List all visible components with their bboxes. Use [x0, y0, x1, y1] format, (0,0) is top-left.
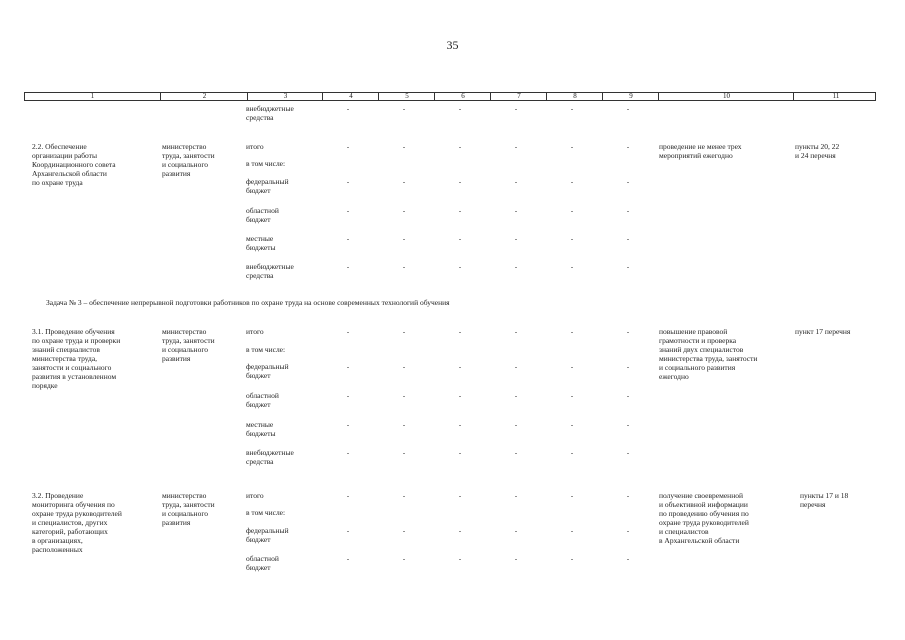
- amount-cell-empty: -: [458, 104, 462, 113]
- amount-cell-empty: -: [626, 362, 630, 371]
- amount-cell-empty: -: [514, 177, 518, 186]
- funding-source-label: федеральный: [246, 177, 289, 186]
- amount-cell-empty: -: [402, 327, 406, 336]
- measure-name: Координационного совета: [32, 160, 116, 169]
- amount-cell-empty: -: [514, 362, 518, 371]
- amount-cell-empty: -: [514, 391, 518, 400]
- funding-source-label: местные: [246, 234, 274, 243]
- amount-cell-empty: -: [570, 104, 574, 113]
- expected-result: проведение не менее трех: [659, 142, 742, 151]
- measure-name: охране труда руководителей: [32, 509, 122, 518]
- amount-cell-empty: -: [514, 491, 518, 500]
- amount-cell-empty: -: [458, 177, 462, 186]
- amount-cell-empty: -: [514, 142, 518, 151]
- amount-cell-empty: -: [570, 327, 574, 336]
- funding-source-label: бюджет: [246, 371, 271, 380]
- amount-cell-empty: -: [458, 362, 462, 371]
- amount-cell-empty: -: [514, 262, 518, 271]
- amount-cell-empty: -: [570, 420, 574, 429]
- responsible-executor: и социального: [162, 345, 208, 354]
- funding-source-label: бюджеты: [246, 429, 276, 438]
- amount-cell-empty: -: [626, 142, 630, 151]
- amount-cell-empty: -: [626, 327, 630, 336]
- responsible-executor: труда, занятости: [162, 336, 215, 345]
- expected-result: охране труда руководителей: [659, 518, 749, 527]
- amount-cell-empty: -: [570, 448, 574, 457]
- measure-name: 3.1. Проведение обучения: [32, 327, 115, 336]
- amount-cell-empty: -: [514, 526, 518, 535]
- measure-name: Архангельской области: [32, 169, 107, 178]
- funding-source-label: местные: [246, 420, 274, 429]
- expected-result: и социального развития: [659, 363, 736, 372]
- expected-result: повышение правовой: [659, 327, 728, 336]
- amount-cell-empty: -: [570, 234, 574, 243]
- funding-source-label: внебюджетные: [246, 262, 294, 271]
- checklist-reference: перечня: [800, 500, 826, 509]
- measure-name: по охране труда и проверки: [32, 336, 121, 345]
- funding-source-label: средства: [246, 457, 274, 466]
- amount-cell-empty: -: [626, 206, 630, 215]
- measure-name: 3.2. Проведение: [32, 491, 84, 500]
- amount-cell-empty: -: [570, 362, 574, 371]
- amount-cell-empty: -: [402, 491, 406, 500]
- column-header-8: 8: [546, 93, 603, 100]
- responsible-executor: министерство: [162, 327, 207, 336]
- funding-source-label: средства: [246, 113, 274, 122]
- amount-cell-empty: -: [514, 206, 518, 215]
- amount-cell-empty: -: [626, 234, 630, 243]
- amount-cell-empty: -: [346, 362, 350, 371]
- responsible-executor: министерство: [162, 491, 207, 500]
- expected-result: ежегодно: [659, 372, 689, 381]
- measure-name: 2.2. Обеспечение: [32, 142, 87, 151]
- amount-cell-empty: -: [346, 491, 350, 500]
- responsible-executor: и социального: [162, 509, 208, 518]
- responsible-executor: развития: [162, 354, 191, 363]
- page-number: 35: [446, 38, 459, 52]
- funding-source-label: внебюджетные: [246, 104, 294, 113]
- amount-cell-empty: -: [626, 448, 630, 457]
- amount-cell-empty: -: [458, 262, 462, 271]
- amount-cell-empty: -: [402, 362, 406, 371]
- amount-cell-empty: -: [458, 554, 462, 563]
- amount-cell-empty: -: [626, 491, 630, 500]
- amount-cell-empty: -: [458, 206, 462, 215]
- amount-cell-empty: -: [346, 327, 350, 336]
- funding-source-label: в том числе:: [246, 508, 286, 517]
- amount-cell-empty: -: [458, 448, 462, 457]
- column-header-10: 10: [658, 93, 794, 100]
- amount-cell-empty: -: [458, 142, 462, 151]
- measure-name: знаний специалистов: [32, 345, 100, 354]
- amount-cell-empty: -: [346, 104, 350, 113]
- amount-cell-empty: -: [458, 234, 462, 243]
- responsible-executor: развития: [162, 169, 191, 178]
- expected-result: грамотности и проверка: [659, 336, 737, 345]
- amount-cell-empty: -: [514, 420, 518, 429]
- amount-cell-empty: -: [570, 491, 574, 500]
- responsible-executor: труда, занятости: [162, 500, 215, 509]
- funding-source-label: федеральный: [246, 526, 289, 535]
- amount-cell-empty: -: [570, 526, 574, 535]
- measure-name: порядке: [32, 381, 58, 390]
- column-header-6: 6: [434, 93, 491, 100]
- amount-cell-empty: -: [346, 391, 350, 400]
- amount-cell-empty: -: [570, 142, 574, 151]
- amount-cell-empty: -: [458, 327, 462, 336]
- amount-cell-empty: -: [458, 420, 462, 429]
- amount-cell-empty: -: [626, 262, 630, 271]
- measure-name: развития в установленном: [32, 372, 117, 381]
- funding-source-label: федеральный: [246, 362, 289, 371]
- amount-cell-empty: -: [570, 206, 574, 215]
- expected-result: и специалистов: [659, 527, 709, 536]
- amount-cell-empty: -: [402, 526, 406, 535]
- amount-cell-empty: -: [346, 206, 350, 215]
- expected-result: и объективной информации: [659, 500, 748, 509]
- amount-cell-empty: -: [458, 391, 462, 400]
- funding-source-label: внебюджетные: [246, 448, 294, 457]
- amount-cell-empty: -: [514, 554, 518, 563]
- amount-cell-empty: -: [402, 234, 406, 243]
- amount-cell-empty: -: [402, 177, 406, 186]
- responsible-executor: и социального: [162, 160, 208, 169]
- amount-cell-empty: -: [514, 234, 518, 243]
- amount-cell-empty: -: [402, 206, 406, 215]
- checklist-reference: пункты 20, 22: [795, 142, 840, 151]
- amount-cell-empty: -: [402, 104, 406, 113]
- amount-cell-empty: -: [346, 448, 350, 457]
- funding-source-label: областной: [246, 391, 279, 400]
- checklist-reference: пункт 17 перечня: [795, 327, 851, 336]
- column-header-3: 3: [247, 93, 323, 100]
- measure-name: по охране труда: [32, 178, 83, 187]
- amount-cell-empty: -: [402, 262, 406, 271]
- amount-cell-empty: -: [570, 177, 574, 186]
- amount-cell-empty: -: [402, 554, 406, 563]
- amount-cell-empty: -: [626, 554, 630, 563]
- column-header-11: 11: [793, 93, 878, 100]
- amount-cell-empty: -: [402, 448, 406, 457]
- amount-cell-empty: -: [346, 554, 350, 563]
- column-header-2: 2: [160, 93, 248, 100]
- amount-cell-empty: -: [514, 104, 518, 113]
- expected-result: по проведению обучения по: [659, 509, 749, 518]
- funding-source-label: бюджет: [246, 186, 271, 195]
- funding-source-label: бюджет: [246, 215, 271, 224]
- expected-result: в Архангельской области: [659, 536, 740, 545]
- funding-source-label: областной: [246, 554, 279, 563]
- checklist-reference: пункты 17 и 18: [800, 491, 849, 500]
- measure-name: мониторинга обучения по: [32, 500, 115, 509]
- funding-source-label: бюджеты: [246, 243, 276, 252]
- task-3-heading: Задача № 3 – обеспечение непрерывной подготовки работников по охране труда на основе современных технологий обучения: [46, 298, 450, 307]
- column-header-5: 5: [378, 93, 435, 100]
- measure-name: занятости и социального: [32, 363, 112, 372]
- measure-name: в организациях,: [32, 536, 83, 545]
- amount-cell-empty: -: [626, 420, 630, 429]
- checklist-reference: и 24 перечня: [795, 151, 836, 160]
- measure-name: категорий, работающих: [32, 527, 108, 536]
- table-column-header-row: [24, 92, 876, 101]
- amount-cell-empty: -: [346, 420, 350, 429]
- funding-source-label: в том числе:: [246, 345, 286, 354]
- amount-cell-empty: -: [570, 391, 574, 400]
- amount-cell-empty: -: [346, 142, 350, 151]
- amount-cell-empty: -: [402, 391, 406, 400]
- responsible-executor: труда, занятости: [162, 151, 215, 160]
- expected-result: министерства труда, занятости: [659, 354, 758, 363]
- funding-source-label: средства: [246, 271, 274, 280]
- amount-cell-empty: -: [626, 177, 630, 186]
- amount-cell-empty: -: [402, 420, 406, 429]
- measure-name: и специалистов, других: [32, 518, 108, 527]
- funding-source-label: бюджет: [246, 535, 271, 544]
- amount-cell-empty: -: [514, 327, 518, 336]
- measure-name: министерства труда,: [32, 354, 98, 363]
- amount-cell-empty: -: [346, 177, 350, 186]
- expected-result: получение своевременной: [659, 491, 743, 500]
- measure-name: организации работы: [32, 151, 98, 160]
- amount-cell-empty: -: [626, 391, 630, 400]
- measure-name: расположенных: [32, 545, 83, 554]
- column-header-9: 9: [602, 93, 659, 100]
- column-header-1: 1: [90, 92, 95, 100]
- amount-cell-empty: -: [514, 448, 518, 457]
- funding-source-label: бюджет: [246, 563, 271, 572]
- responsible-executor: развития: [162, 518, 191, 527]
- amount-cell-empty: -: [346, 262, 350, 271]
- amount-cell-empty: -: [626, 104, 630, 113]
- funding-source-label: итого: [246, 327, 264, 336]
- amount-cell-empty: -: [458, 491, 462, 500]
- column-header-4: 4: [322, 93, 379, 100]
- amount-cell-empty: -: [570, 262, 574, 271]
- funding-source-label: в том числе:: [246, 159, 286, 168]
- responsible-executor: министерство: [162, 142, 207, 151]
- amount-cell-empty: -: [570, 554, 574, 563]
- funding-source-label: итого: [246, 142, 264, 151]
- amount-cell-empty: -: [626, 526, 630, 535]
- funding-source-label: бюджет: [246, 400, 271, 409]
- amount-cell-empty: -: [346, 526, 350, 535]
- amount-cell-empty: -: [346, 234, 350, 243]
- amount-cell-empty: -: [402, 142, 406, 151]
- amount-cell-empty: -: [458, 526, 462, 535]
- expected-result: мероприятий ежегодно: [659, 151, 733, 160]
- column-header-7: 7: [490, 93, 547, 100]
- funding-source-label: областной: [246, 206, 279, 215]
- expected-result: знаний двух специалистов: [659, 345, 744, 354]
- funding-source-label: итого: [246, 491, 264, 500]
